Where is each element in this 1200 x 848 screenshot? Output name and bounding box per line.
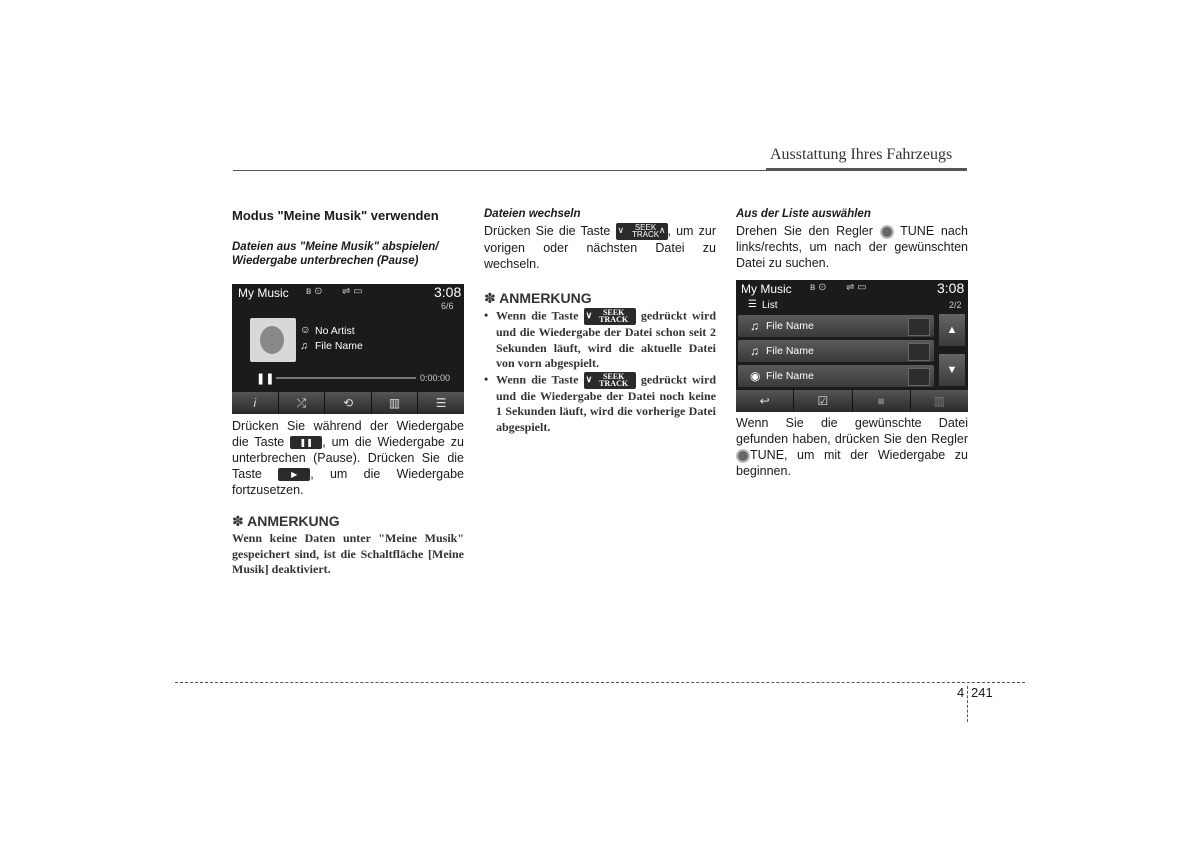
bullet-text: gedrückt wird und die Wiedergabe der Datei noch keine 1 Sekunden läuft, wird die vorherige Datei abgespielt. [496, 371, 717, 434]
note-bullet [484, 372, 716, 436]
list-icon[interactable]: ☰ [435, 396, 447, 410]
bluetooth-icon: ʙ ⊙ [810, 282, 827, 293]
elapsed-time: 0:00:00 [420, 373, 451, 383]
column-3 [736, 207, 968, 271]
col1-note [232, 513, 464, 578]
artist-name: No Artist [315, 325, 355, 337]
seek-label: SEEK [602, 371, 625, 381]
para-text: TUNE, um mit der Wiedergabe zu beginnen. [736, 448, 968, 478]
seek-label: SEEK [602, 308, 625, 318]
section-heading: Modus "Meine Musik" verwenden [232, 208, 439, 223]
chapter-number: 4 [957, 685, 965, 700]
delete-icon[interactable]: ▥ [372, 392, 419, 414]
note-icon: ♫ [300, 340, 308, 352]
screen-time: 3:08 [434, 284, 462, 300]
usb-icon: ⇌ ▭ [846, 282, 867, 293]
tune-knob-icon [736, 449, 750, 463]
track-count: 6/6 [441, 301, 454, 311]
col3-paragraph-2 [736, 415, 968, 479]
para-text: Drücken Sie während der Wiedergabe die Taste [232, 419, 464, 449]
seek-track-button-icon: ∨ SEEK TRACK [584, 308, 636, 325]
note-list [484, 308, 716, 435]
deselect-icon[interactable]: ■ [853, 390, 911, 412]
track-label: TRACK [599, 315, 629, 325]
list-item[interactable] [738, 340, 934, 362]
list-label: List [762, 300, 778, 311]
my-music-list-screen [736, 280, 968, 412]
para-text: Drehen Sie den Regler [736, 224, 873, 238]
bullet-text: gedrückt wird und die Wiedergabe der Datei schon seit 2 Sekunden läuft, wird die aktuelle Datei von vorn abgespielt. [496, 308, 717, 371]
list-item-label: File Name [766, 320, 814, 332]
note-bullet [484, 308, 716, 372]
note-heading: ✽ ANMERKUNG [484, 290, 592, 307]
footer-divider [967, 686, 968, 722]
subheading-select-from-list: Aus der Liste auswählen [736, 208, 871, 220]
screen-title: My Music [741, 282, 792, 296]
pause-icon[interactable]: ❚❚ [256, 373, 275, 385]
repeat-icon[interactable]: ⟲ [325, 392, 372, 414]
screen-time: 3:08 [937, 280, 965, 296]
bullet-text: Wenn die Taste [496, 308, 579, 323]
note-icon: ♫ [750, 319, 759, 333]
checkbox[interactable] [908, 368, 930, 386]
column-1 [232, 208, 464, 268]
col2-paragraph [484, 223, 716, 272]
checkbox[interactable] [908, 343, 930, 361]
page-indicator: 2/2 [949, 300, 962, 310]
tune-knob-icon [880, 225, 894, 239]
list-item-label: File Name [766, 370, 814, 382]
screen-toolbar [736, 390, 968, 412]
para-text: , um zur vorigen oder nächsten Datei zu wechseln. [484, 224, 716, 272]
select-all-icon[interactable]: ☑ [794, 390, 852, 412]
my-music-screen [232, 284, 464, 414]
file-name: File Name [315, 340, 363, 352]
para-text: , um die Wiedergabe zu unterbrechen (Pause). Drücken Sie die Taste [232, 435, 464, 481]
bluetooth-icon: ʙ ⊙ [306, 286, 323, 297]
seek-label: SEEK [634, 223, 657, 233]
col3-paragraph-1 [736, 223, 968, 271]
subheading-play-pause: Dateien aus "Meine Musik" abspielen/ Wiedergabe unterbrechen (Pause) [232, 241, 439, 267]
header-rule-accent [766, 168, 967, 171]
para-text: TUNE nach links/rechts, um nach der gewünschten Datei zu suchen. [736, 224, 968, 270]
album-art [250, 318, 296, 362]
page-header-title: Ausstattung Ihres Fahrzeugs [770, 146, 953, 163]
delete-icon[interactable]: ▥ [933, 394, 946, 408]
para-text: Wenn Sie die gewünschte Datei gefunden haben, drücken Sie den Regler [736, 416, 968, 446]
screen-title: My Music [238, 286, 289, 300]
screen-toolbar [232, 392, 464, 414]
seek-track-button-icon: ∨ SEEK TRACK ∧ [617, 223, 666, 240]
list-icon: ☰ [748, 299, 757, 310]
seek-track-button-icon: ∨ SEEK TRACK [584, 372, 636, 389]
info-icon[interactable]: i [232, 392, 279, 414]
progress-bar[interactable] [276, 377, 416, 379]
play-button-icon: ▶ [278, 468, 310, 481]
page-number: 241 [971, 685, 993, 700]
person-icon: ☺ [300, 324, 311, 336]
scroll-up-button[interactable]: ▲ [939, 314, 965, 346]
pause-button-icon: ❚❚ [290, 436, 322, 449]
list-item-label: File Name [766, 345, 814, 357]
checkbox[interactable] [908, 318, 930, 336]
footer-rule [175, 682, 1025, 683]
subheading-change-files: Dateien wechseln [484, 208, 581, 220]
para-text: , um die Wiedergabe fortzusetzen. [232, 467, 464, 497]
list-item[interactable] [738, 365, 934, 387]
track-label: TRACK [631, 230, 660, 240]
disc-icon [260, 326, 284, 354]
scroll-down-button[interactable]: ▼ [939, 354, 965, 386]
para-text: Drücken Sie die Taste [484, 224, 611, 238]
column-2 [484, 207, 716, 435]
track-label: TRACK [599, 378, 629, 388]
usb-icon: ⇌ ▭ [342, 286, 363, 297]
col1-paragraph [232, 418, 464, 498]
list-item[interactable] [738, 315, 934, 337]
back-icon[interactable]: ↩ [736, 390, 794, 412]
note-body: Wenn keine Daten unter "Meine Musik" gespeichert sind, ist die Schaltfläche [Meine Musik] deaktiviert. [232, 531, 464, 576]
note-heading: ✽ ANMERKUNG [232, 513, 340, 529]
bullet-text: Wenn die Taste [496, 371, 579, 386]
shuffle-icon[interactable]: ⤮ [279, 392, 326, 414]
play-circle-icon: ◉ [750, 369, 761, 383]
note-icon: ♫ [750, 344, 759, 358]
